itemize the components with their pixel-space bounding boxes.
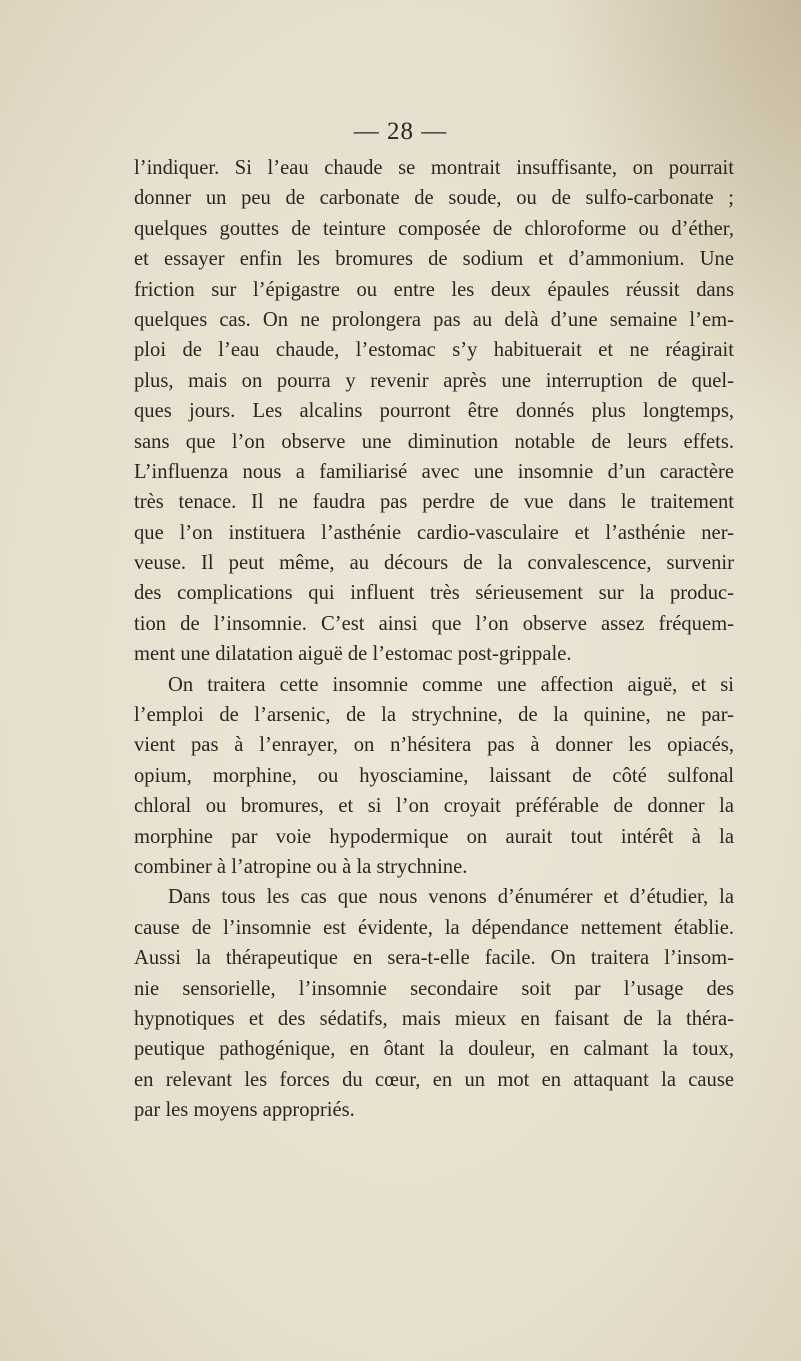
text-line: tion de l’insomnie. C’est ainsi que l’on observe assez fréquem- xyxy=(134,612,734,635)
text-line: L’influenza nous a familiarisé avec une insomnie d’un caractère xyxy=(134,460,734,483)
text-line: en relevant les forces du cœur, en un mot en attaquant la cause xyxy=(134,1068,734,1091)
text-line: par les moyens appropriés. xyxy=(134,1099,355,1122)
text-line: morphine par voie hypodermique on aurait tout intérêt à la xyxy=(134,825,734,848)
page-number: — 28 — xyxy=(353,118,448,145)
text-line: cause de l’insomnie est évidente, la dépendance nettement établie. xyxy=(134,916,734,939)
text-line: combiner à l’atropine ou à la strychnine. xyxy=(134,855,468,878)
text-line: très tenace. Il ne faudra pas perdre de vue dans le traitement xyxy=(134,491,734,514)
text-line: quelques cas. On ne prolongera pas au delà d’une semaine l’em- xyxy=(134,308,734,331)
text-line: opium, morphine, ou hyosciamine, laissant de côté sulfonal xyxy=(134,764,734,787)
text-line: Aussi la thérapeutique en sera-t-elle facile. On traitera l’insom- xyxy=(134,947,734,970)
text-line: friction sur l’épigastre ou entre les deux épaules réussit dans xyxy=(134,278,734,301)
text-line: veuse. Il peut même, au décours de la convalescence, survenir xyxy=(134,552,734,575)
text-line: l’emploi de l’arsenic, de la strychnine, de la quinine, ne par- xyxy=(134,704,734,727)
text-line: nie sensorielle, l’insomnie secondaire soit par l’usage des xyxy=(134,977,734,1000)
text-line: peutique pathogénique, en ôtant la douleur, en calmant la toux, xyxy=(134,1038,734,1061)
body-text xyxy=(134,153,734,1126)
text-line: l’indiquer. Si l’eau chaude se montrait insuffisante, on pourrait xyxy=(134,157,734,179)
text-line: plus, mais on pourra y revenir après une interruption de quel- xyxy=(134,369,734,392)
text-line: quelques gouttes de teinture composée de chloroforme ou d’éther, xyxy=(134,217,734,240)
paragraph-start-line: Dans tous les cas que nous venons d’énumérer et d’étudier, la xyxy=(168,886,734,909)
paragraph-start-line: On traitera cette insomnie comme une affection aiguë, et si xyxy=(168,673,734,696)
text-line: hypnotiques et des sédatifs, mais mieux en faisant de la théra- xyxy=(134,1007,734,1030)
text-line: ploi de l’eau chaude, l’estomac s’y habituerait et ne réagirait xyxy=(134,339,734,362)
text-line: donner un peu de carbonate de soude, ou de sulfo-carbonate ; xyxy=(134,187,734,210)
text-line: des complications qui influent très sérieusement sur la produc- xyxy=(134,582,734,605)
text-line: vient pas à l’enrayer, on n’hésitera pas à donner les opiacés, xyxy=(134,734,734,757)
text-line: que l’on instituera l’asthénie cardio-vasculaire et l’asthénie ner- xyxy=(134,521,734,544)
text-line: et essayer enfin les bromures de sodium et d’ammonium. Une xyxy=(134,248,734,271)
text-line: ques jours. Les alcalins pourront être donnés plus longtemps, xyxy=(134,400,734,423)
text-line: chloral ou bromures, et si l’on croyait préférable de donner la xyxy=(134,795,734,818)
text-line: sans que l’on observe une diminution notable de leurs effets. xyxy=(134,430,734,453)
text-line: ment une dilatation aiguë de l’estomac post-grippale. xyxy=(134,643,572,666)
